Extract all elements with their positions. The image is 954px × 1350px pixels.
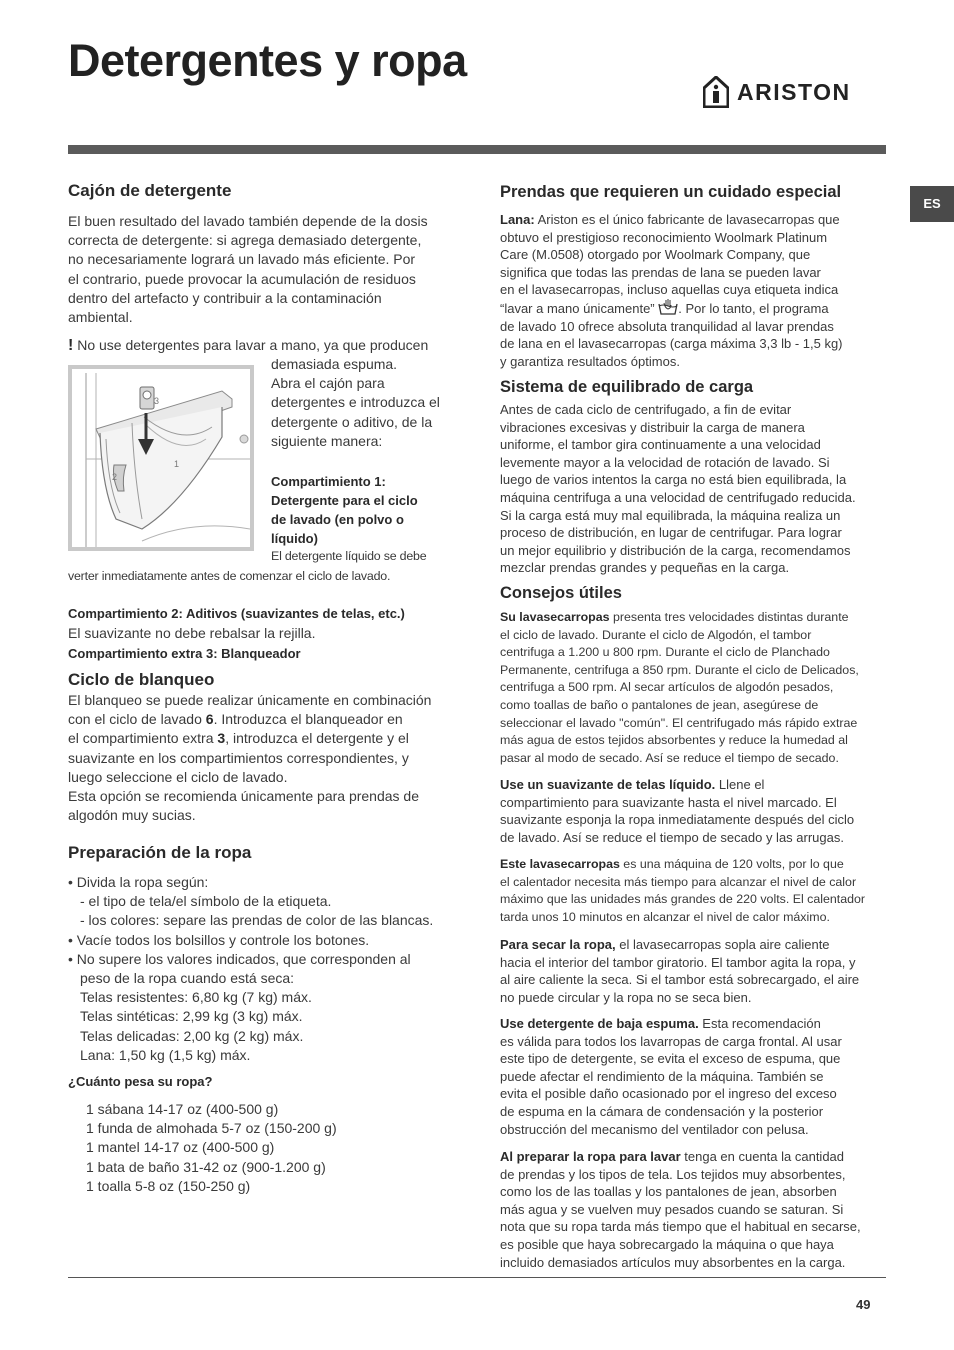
section-title-prep: Preparación de la ropa — [68, 843, 252, 862]
compartment-2-note: El suavizante no debe rebalsar la rejilla. — [68, 625, 316, 641]
section-title-cajon: Cajón de detergente — [68, 181, 232, 200]
warning-line: ! No use detergentes para lavar a mano, ya que producen — [68, 337, 429, 354]
detergent-drawer-figure — [68, 365, 254, 551]
consejos-p1: Su lavasecarropas presenta tres velocidades distintas durante el ciclo de lavado. Durante el ciclo de Algodón, el tambor centrifuga a 1.200 u 800 rpm. Durante el ciclo de Planchado Permanente, centrifuga a 850 rpm. Durante el ciclo de Delicados, centrifuga a 500 rpm. Al secar artículos de algodón pesados, como toallas de baño o pantalones de jean, asegúrese de seleccionar el lavado "común". El centrifugado más rápido extrae más agua de estos tejidos absorbentes y reduce la humedad al pasar al modo de secado. Así se reduce el tiempo de secado. — [500, 610, 859, 765]
section-title-prendas: Prendas que requieren un cuidado especial — [500, 183, 842, 201]
weight-title: ¿Cuánto pesa su ropa? — [68, 1074, 213, 1089]
warning-mark: ! — [68, 337, 74, 354]
footer-rule — [68, 1277, 886, 1278]
figure-label-3: 3 — [154, 396, 160, 406]
consejos-p3: Este lavasecarropas es una máquina de 120 volts, por lo que el calentador necesita más tiempo para alcanzar el nivel de calor máximo que las unidades más grandes de 220 volts. El calentador tarda unos 10 minutos en alcanzar el nivel de calor máximo. — [500, 857, 866, 924]
house-logo-icon — [703, 76, 729, 108]
prendas-text: Lana: Ariston es el único fabricante de lavasecarropas que obtuvo el prestigioso reconocimiento Woolmark Platinum Care (M.0508) otorgado por Woolmark Company, que significa que todas las prendas de lana se pueden lavar en el lavasecarropas, incluso aquellas cuya etiqueta indica “lavar a mano únicamente” . Por lo tanto, el programa de lavado 10 ofrece absoluta tranquilidad al lavar prendas de lana en el lavasecarropas (carga máxima 3,3 lb - 1,5 kg) y garantiza resultados óptimos. — [500, 212, 843, 369]
consejos-p6: Al preparar la ropa para lavar tenga en cuenta la cantidad de prendas y los tipos de tela. Los tejidos muy absorbentes, como los de las toallas y los pantalones de jean, absorben más agua y se vuelven muy pesados cuando se saturan. Si nota que su ropa tarda más tiempo que el habitual en secarse, es posible que haya sobrecargado la máquina o que haya incluido demasiados artículos muy absorbentes en la carga. — [500, 1149, 861, 1270]
section-title-ciclo: Ciclo de blanqueo — [68, 670, 215, 689]
page-title: Detergentes y ropa — [68, 35, 467, 86]
consejos-p2: Use un suavizante de telas líquido. Llene el compartimiento para suavizante hasta el nivel marcado. El suavizante esponja la ropa inmediatamente después del ciclo de lavado. Así se reduce el tiempo de secado y las arrugas. — [500, 777, 855, 845]
language-tab: ES — [910, 186, 954, 222]
hand-wash-icon — [658, 299, 678, 315]
prep-list: • Divida la ropa según: - el tipo de tela/el símbolo de la etiqueta. - los colores: separe las prendas de color de las blancas. • Vacíe todos los bolsillos y controle los botones. • No supere los valores indicados, que corresponden al peso de la ropa cuando está seca: Telas resistentes: 6,80 kg (7 kg) máx. Telas sintéticas: 2,99 kg (3 kg) máx. Telas delicadas: 2,00 kg (2 kg) máx. Lana: 1,50 kg (1,5 kg) máx. — [68, 874, 434, 1063]
weight-list: 1 sábana 14-17 oz (400-500 g) 1 funda de almohada 5-7 oz (150-200 g) 1 mantel 14-17 oz (400-500 g) 1 bata de baño 31-42 oz (900-1.200 g) 1 toalla 5-8 oz (150-250 g) — [86, 1101, 337, 1194]
page-number: 49 — [856, 1297, 871, 1312]
consejos-p5: Use detergente de baja espuma. Esta recomendación es válida para todos los lavarropas de carga frontal. Al usar este tipo de detergente, se evita el exceso de espuma, que puede afectar el rendimiento de la máquina. También se evita el posible daño ocasionado por el ingreso del exceso de espuma en la cámara de condensación y la posterior obstrucción del mecanismo del ventilador con pelusa. — [500, 1016, 842, 1137]
compartment-1: Compartimiento 1: Detergente para el ciclo de lavado (en polvo o líquido) — [271, 474, 418, 546]
ciclo-text: El blanqueo se puede realizar únicamente en combinación con el ciclo de lavado 6. Introduzca el blanqueador en el compartimiento extra 3, introduzca el detergente y el suavizante en los compartimientos correspondientes, y luego seleccione el ciclo de lavado. Esta opción se recomienda únicamente para prendas de algodón muy sucias. — [68, 692, 432, 824]
section-title-sistema: Sistema de equilibrado de carga — [500, 378, 754, 396]
liquid-note-2: verter inmediatamente antes de comenzar el ciclo de lavado. — [68, 569, 391, 583]
sistema-text: Antes de cada ciclo de centrifugado, a fin de evitar vibraciones excesivas y distribuir la carga de manera uniforme, el tambor gira continuamente a una velocidad levemente mayor a la velocidad de rotación de lavado. Si luego de varios intentos la carga no está bien equilibrada, la máquina centrifuga a una velocidad de centrifugado reducida. Si la carga está muy mal equilibrada, la máquina realiza un proceso de distribución, en lugar de centrifugar. Para lograr un mejor equilibrio y distribución de la carga, recomendamos mezclar prendas grandes y pequeñas en la carga. — [500, 402, 856, 576]
cajon-intro: El buen resultado del lavado también depende de la dosis correcta de detergente: si agrega demasiado detergente, no necesariamente logrará un lavado más eficiente. Por el contrario, puede provocar la acumulación de residuos dentro del artefacto y contribuir a la contaminación ambiental. — [68, 213, 428, 326]
brand-logo — [703, 76, 851, 108]
figure-label-1: 1 — [174, 459, 180, 469]
liquid-note-1: El detergente líquido se debe — [271, 549, 427, 563]
compartment-2: Compartimiento 2: Aditivos (suavizantes de telas, etc.) — [68, 606, 405, 621]
drawer-instructions: demasiada espuma. Abra el cajón para detergentes e introduzca el detergente o aditivo, de la siguiente manera: — [271, 356, 440, 449]
header-rule — [68, 145, 886, 154]
figure-label-2: 2 — [112, 472, 118, 482]
brand-name: ARISTON — [737, 79, 851, 105]
section-title-consejos: Consejos útiles — [500, 584, 622, 602]
compartment-3: Compartimiento extra 3: Blanqueador — [68, 646, 301, 661]
consejos-p4: Para secar la ropa, el lavasecarropas sopla aire caliente hacia el interior del tambor giratorio. El tambor agita la ropa, y al aire caliente la seca. Si el tambor está sobrecargado, el aire no puede circular y la ropa no se seca bien. — [500, 937, 860, 1005]
